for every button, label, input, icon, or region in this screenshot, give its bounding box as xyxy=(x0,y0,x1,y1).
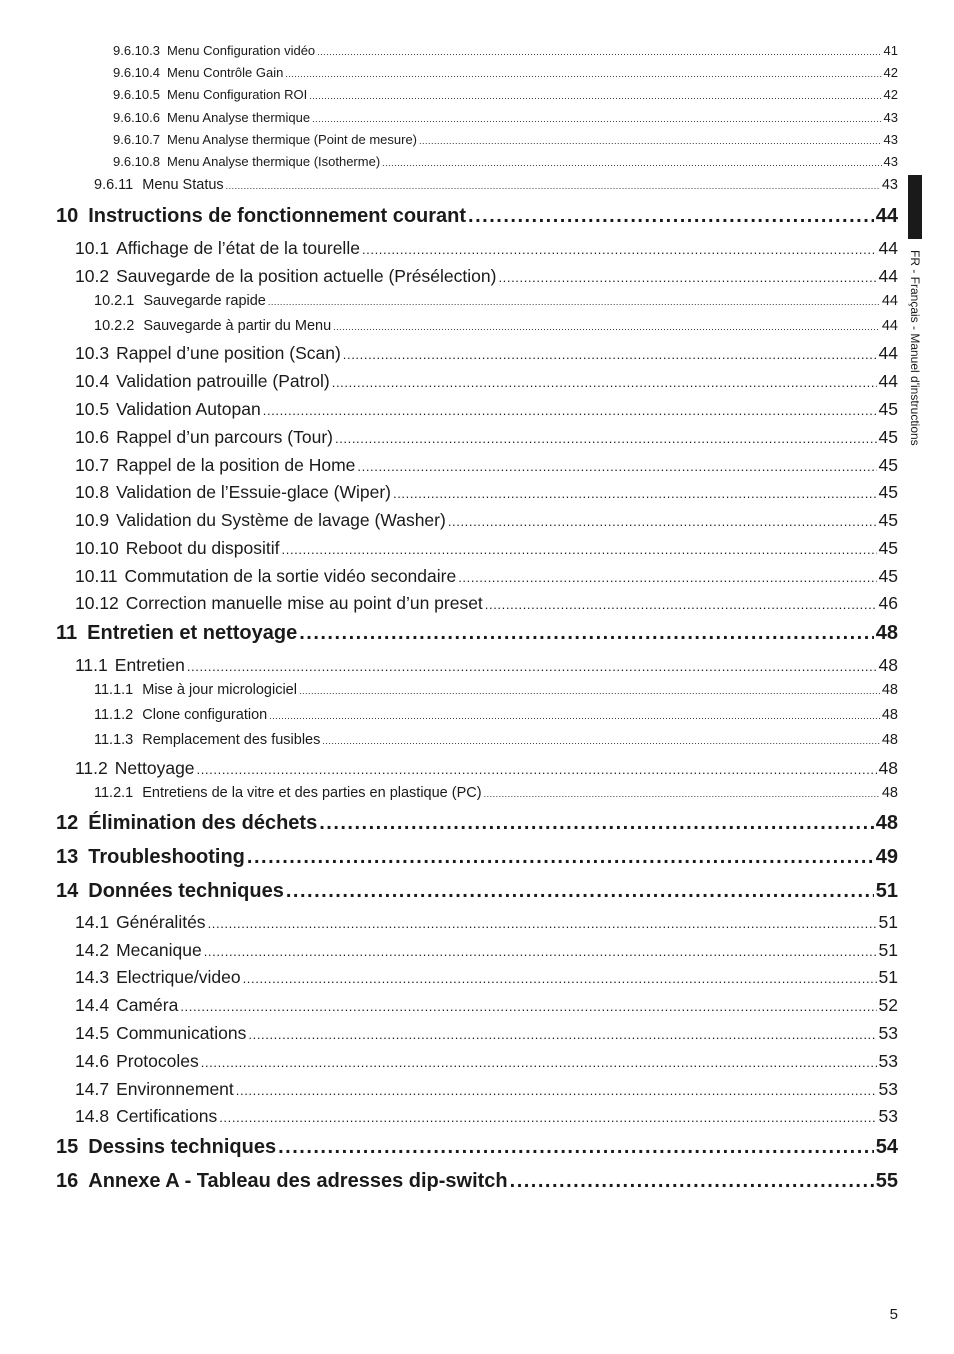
toc-entry-title: Validation de l’Essuie-glace (Wiper) xyxy=(116,482,391,502)
toc-entry-number: 14.4 xyxy=(75,995,110,1015)
toc-entry-page: 44 xyxy=(878,343,898,363)
toc-entry-page: 46 xyxy=(878,593,898,613)
toc-entry[interactable] xyxy=(56,1170,898,1193)
toc-dot-leader xyxy=(299,622,874,645)
toc-entry[interactable] xyxy=(113,87,898,102)
side-language-label: FR - Français - Manuel d'instructions xyxy=(908,250,922,446)
toc-dot-leader xyxy=(498,270,876,285)
toc-entry[interactable] xyxy=(75,238,898,259)
toc-entry[interactable] xyxy=(75,995,898,1016)
toc-dot-leader xyxy=(247,846,874,869)
toc-entry-title: Menu Analyse thermique xyxy=(167,110,311,125)
toc-entry-page: 48 xyxy=(875,812,898,834)
toc-entry-number: 11.1 xyxy=(75,655,108,675)
toc-entry-page: 45 xyxy=(878,510,898,530)
toc-entry[interactable] xyxy=(75,1051,898,1072)
toc-entry[interactable] xyxy=(94,177,898,193)
toc-entry-title: Sauvegarde à partir du Menu xyxy=(143,318,332,334)
toc-entry-number: 14.1 xyxy=(75,912,110,932)
toc-entry-title: Commutation de la sortie vidéo secondaire xyxy=(124,566,457,586)
toc-entry-number: 12 xyxy=(56,812,79,834)
toc-entry[interactable] xyxy=(75,1023,898,1044)
toc-dot-leader xyxy=(285,69,881,79)
toc-entry[interactable] xyxy=(75,482,898,503)
toc-entry-page: 48 xyxy=(881,682,898,698)
toc-entry[interactable] xyxy=(56,205,898,228)
toc-entry[interactable] xyxy=(75,566,898,587)
toc-dot-leader xyxy=(204,944,877,959)
toc-entry-number: 10.9 xyxy=(75,510,110,530)
toc-entry-number: 10.8 xyxy=(75,482,110,502)
toc-entry-title: Validation Autopan xyxy=(116,399,261,419)
toc-entry-title: Généralités xyxy=(116,912,206,932)
toc-entry-title: Entretien xyxy=(114,655,185,675)
toc-entry[interactable] xyxy=(94,318,898,334)
toc-entry-page: 52 xyxy=(878,995,898,1015)
toc-entry-title: Entretien et nettoyage xyxy=(87,622,298,644)
toc-entry[interactable] xyxy=(56,1136,898,1159)
toc-entry[interactable] xyxy=(113,154,898,169)
toc-dot-leader xyxy=(319,812,874,835)
toc-entry-title: Clone configuration xyxy=(142,707,268,723)
toc-entry-number: 11.1.3 xyxy=(94,732,134,748)
toc-entry-page: 55 xyxy=(875,1170,898,1192)
toc-entry[interactable] xyxy=(75,266,898,287)
toc-entry-number: 11.2.1 xyxy=(94,785,134,801)
toc-dot-leader xyxy=(333,322,880,332)
toc-dot-leader xyxy=(317,47,881,57)
toc-dot-leader xyxy=(312,114,881,124)
toc-entry-title: Entretiens de la vitre et des parties en plastique (PC) xyxy=(142,785,482,801)
toc-entry-page: 48 xyxy=(881,732,898,748)
toc-dot-leader xyxy=(510,1170,874,1193)
toc-entry-title: Menu Analyse thermique (Isotherme) xyxy=(167,154,381,169)
toc-entry-page: 51 xyxy=(875,880,898,902)
toc-entry-page: 49 xyxy=(875,846,898,868)
toc-entry-title: Caméra xyxy=(116,995,179,1015)
toc-entry[interactable] xyxy=(56,846,898,869)
toc-entry[interactable] xyxy=(75,593,898,614)
toc-entry-number: 10.7 xyxy=(75,455,110,475)
toc-dot-leader xyxy=(248,1027,876,1042)
toc-entry[interactable] xyxy=(113,43,898,58)
toc-entry-number: 9.6.10.7 xyxy=(113,132,160,147)
toc-dot-leader xyxy=(197,762,877,777)
toc-entry-number: 9.6.10.3 xyxy=(113,43,160,58)
toc-entry-title: Nettoyage xyxy=(114,758,195,778)
toc-entry-title: Certifications xyxy=(116,1106,218,1126)
page-number: 5 xyxy=(889,1306,898,1323)
toc-entry-title: Mecanique xyxy=(116,940,202,960)
toc-entry[interactable] xyxy=(75,399,898,420)
section-tab-marker xyxy=(908,175,922,239)
toc-dot-leader xyxy=(309,91,881,101)
toc-entry[interactable] xyxy=(75,538,898,559)
toc-entry[interactable] xyxy=(56,622,898,645)
toc-entry-title: Communications xyxy=(116,1023,247,1043)
toc-entry-page: 53 xyxy=(878,1079,898,1099)
toc-entry-page: 44 xyxy=(878,238,898,258)
toc-entry-title: Reboot du dispositif xyxy=(125,538,280,558)
toc-entry-title: Menu Configuration vidéo xyxy=(167,43,316,58)
toc-entry-page: 41 xyxy=(883,43,898,58)
toc-entry-number: 16 xyxy=(56,1170,79,1192)
toc-dot-leader xyxy=(448,514,877,529)
toc-entry-number: 11.1.2 xyxy=(94,707,134,723)
toc-entry-number: 13 xyxy=(56,846,79,868)
toc-entry-title: Rappel d’une position (Scan) xyxy=(116,343,341,363)
toc-entry-title: Menu Configuration ROI xyxy=(167,87,308,102)
toc-entry-title: Environnement xyxy=(116,1079,234,1099)
toc-entry[interactable] xyxy=(113,65,898,80)
toc-entry[interactable] xyxy=(75,940,898,961)
toc-entry-number: 10.5 xyxy=(75,399,110,419)
toc-entry-number: 10.2.1 xyxy=(94,293,135,309)
toc-entry-number: 14.3 xyxy=(75,967,110,987)
toc-entry-title: Menu Status xyxy=(142,177,224,193)
toc-entry-page: 48 xyxy=(878,758,898,778)
toc-entry-page: 54 xyxy=(875,1136,898,1158)
toc-entry-title: Menu Analyse thermique (Point de mesure) xyxy=(167,132,418,147)
toc-dot-leader xyxy=(268,297,880,307)
toc-entry-number: 10.12 xyxy=(75,593,119,613)
toc-entry-title: Remplacement des fusibles xyxy=(142,732,321,748)
toc-entry-title: Annexe A - Tableau des adresses dip-switch xyxy=(88,1170,508,1192)
toc-dot-leader xyxy=(335,431,877,446)
toc-entry-number: 10.1 xyxy=(75,238,110,258)
toc-dot-leader xyxy=(484,789,880,799)
toc-entry-title: Rappel de la position de Home xyxy=(116,455,356,475)
toc-entry[interactable] xyxy=(75,510,898,531)
toc-entry-page: 51 xyxy=(878,967,898,987)
toc-entry-number: 15 xyxy=(56,1136,79,1158)
toc-entry-page: 44 xyxy=(875,205,898,227)
toc-dot-leader xyxy=(236,1083,877,1098)
toc-dot-leader xyxy=(263,403,877,418)
toc-entry-title: Troubleshooting xyxy=(88,846,245,868)
toc-dot-leader xyxy=(219,1110,876,1125)
toc-entry-number: 11 xyxy=(56,622,78,644)
toc-entry-page: 43 xyxy=(883,110,898,125)
toc-entry-number: 10.11 xyxy=(75,566,118,586)
toc-entry-page: 44 xyxy=(881,293,898,309)
toc-entry-title: Menu Contrôle Gain xyxy=(167,65,284,80)
toc-entry[interactable] xyxy=(75,1079,898,1100)
toc-dot-leader xyxy=(278,1136,874,1159)
toc-entry-page: 48 xyxy=(875,622,898,644)
toc-entry-number: 14.2 xyxy=(75,940,110,960)
toc-entry-title: Sauvegarde de la position actuelle (Présélection) xyxy=(116,266,497,286)
toc-entry-page: 45 xyxy=(878,566,898,586)
toc-entry[interactable] xyxy=(75,758,898,779)
toc-entry-page: 53 xyxy=(878,1106,898,1126)
toc-entry-page: 45 xyxy=(878,538,898,558)
toc-dot-leader xyxy=(201,1055,877,1070)
toc-entry[interactable] xyxy=(113,132,898,147)
toc-dot-leader xyxy=(322,736,879,746)
toc-entry-page: 43 xyxy=(883,154,898,169)
toc-dot-leader xyxy=(299,686,880,696)
toc-entry-title: Validation patrouille (Patrol) xyxy=(116,371,330,391)
toc-entry-number: 10.2.2 xyxy=(94,318,135,334)
toc-entry-title: Instructions de fonctionnement courant xyxy=(88,205,467,227)
toc-entry[interactable] xyxy=(75,455,898,476)
toc-dot-leader xyxy=(362,242,877,257)
toc-entry[interactable] xyxy=(94,732,898,748)
toc-entry[interactable] xyxy=(75,371,898,392)
toc-entry-page: 44 xyxy=(881,318,898,334)
toc-entry-page: 42 xyxy=(883,65,898,80)
toc-entry-number: 14 xyxy=(56,880,79,902)
toc-entry-title: Validation du Système de lavage (Washer) xyxy=(116,510,446,530)
toc-dot-leader xyxy=(282,542,877,557)
toc-entry[interactable] xyxy=(75,967,898,988)
toc-entry-page: 51 xyxy=(878,912,898,932)
toc-dot-leader xyxy=(393,486,877,501)
toc-dot-leader xyxy=(468,205,874,228)
toc-entry[interactable] xyxy=(75,655,898,676)
toc-entry-page: 44 xyxy=(878,266,898,286)
toc-entry-title: Élimination des déchets xyxy=(88,812,318,834)
toc-entry-title: Electrique/video xyxy=(116,967,241,987)
toc-entry[interactable] xyxy=(56,812,898,835)
toc-entry[interactable] xyxy=(75,427,898,448)
toc-dot-leader xyxy=(458,570,876,585)
toc-entry-page: 53 xyxy=(878,1023,898,1043)
toc-dot-leader xyxy=(382,158,881,168)
toc-entry-number: 14.6 xyxy=(75,1051,110,1071)
toc-entry-number: 11.1.1 xyxy=(94,682,134,698)
toc-dot-leader xyxy=(269,711,880,721)
toc-dot-leader xyxy=(187,659,877,674)
toc-entry-title: Rappel d’un parcours (Tour) xyxy=(116,427,333,447)
toc-dot-leader xyxy=(180,999,876,1014)
toc-entry-title: Sauvegarde rapide xyxy=(143,293,266,309)
toc-entry-number: 9.6.10.8 xyxy=(113,154,160,169)
toc-dot-leader xyxy=(357,459,876,474)
toc-entry-number: 10.4 xyxy=(75,371,110,391)
toc-entry-number: 9.6.11 xyxy=(94,177,134,193)
toc-entry-page: 48 xyxy=(881,785,898,801)
toc-dot-leader xyxy=(419,136,882,146)
toc-entry-number: 14.7 xyxy=(75,1079,110,1099)
toc-entry[interactable] xyxy=(75,1106,898,1127)
toc-entry-page: 51 xyxy=(878,940,898,960)
toc-dot-leader xyxy=(286,880,874,903)
toc-entry-page: 42 xyxy=(883,87,898,102)
toc-entry-number: 11.2 xyxy=(75,758,108,778)
toc-entry-page: 48 xyxy=(881,707,898,723)
toc-entry-number: 10.3 xyxy=(75,343,110,363)
toc-entry-number: 14.8 xyxy=(75,1106,110,1126)
toc-dot-leader xyxy=(343,347,877,362)
toc-entry-number: 9.6.10.6 xyxy=(113,110,160,125)
toc-entry-number: 9.6.10.5 xyxy=(113,87,160,102)
toc-entry-title: Protocoles xyxy=(116,1051,199,1071)
toc-entry-page: 43 xyxy=(883,132,898,147)
toc-entry[interactable] xyxy=(75,343,898,364)
toc-entry-page: 44 xyxy=(878,371,898,391)
toc-entry-title: Dessins techniques xyxy=(88,1136,277,1158)
toc-dot-leader xyxy=(208,916,877,931)
toc-dot-leader xyxy=(332,375,877,390)
toc-entry-title: Mise à jour micrologiciel xyxy=(142,682,297,698)
toc-entry-page: 45 xyxy=(878,482,898,502)
toc-entry-title: Affichage de l’état de la tourelle xyxy=(116,238,360,258)
toc-entry-page: 45 xyxy=(878,427,898,447)
toc-entry[interactable] xyxy=(75,912,898,933)
toc-entry-number: 10.10 xyxy=(75,538,119,558)
toc-dot-leader xyxy=(485,597,877,612)
toc-entry[interactable] xyxy=(94,707,898,723)
toc-entry-number: 10.6 xyxy=(75,427,110,447)
toc-entry-number: 14.5 xyxy=(75,1023,110,1043)
toc-dot-leader xyxy=(226,181,880,191)
toc-entry-page: 43 xyxy=(881,177,898,193)
toc-entry-page: 48 xyxy=(878,655,898,675)
toc-entry-number: 9.6.10.4 xyxy=(113,65,160,80)
toc-entry-title: Correction manuelle mise au point d’un preset xyxy=(125,593,483,613)
toc-entry[interactable] xyxy=(113,110,898,125)
toc-entry-number: 10.2 xyxy=(75,266,110,286)
toc-entry-number: 10 xyxy=(56,205,79,227)
toc-entry[interactable] xyxy=(94,785,898,801)
toc-entry[interactable] xyxy=(94,682,898,698)
toc-entry-page: 53 xyxy=(878,1051,898,1071)
toc-entry-page: 45 xyxy=(878,399,898,419)
toc-entry-page: 45 xyxy=(878,455,898,475)
toc-dot-leader xyxy=(243,971,877,986)
toc-entry-title: Données techniques xyxy=(88,880,284,902)
toc-entry[interactable] xyxy=(94,293,898,309)
toc-entry[interactable] xyxy=(56,880,898,903)
